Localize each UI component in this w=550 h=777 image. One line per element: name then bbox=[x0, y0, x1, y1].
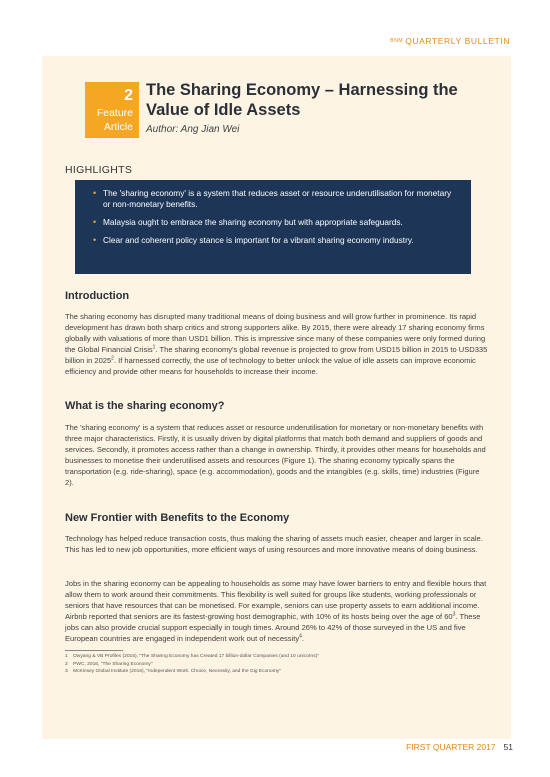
highlight-item bbox=[93, 188, 457, 210]
footnote-text: Owyang & VB Profiles (2015), "The Sharing Economy has Created 17 billion-dollar Companies (and 10 unicorns)" bbox=[73, 654, 319, 659]
highlights-list bbox=[93, 188, 457, 246]
footnotes bbox=[65, 653, 485, 676]
footnote-item bbox=[65, 668, 485, 676]
highlights-box bbox=[75, 180, 471, 274]
brand-label: BNM bbox=[390, 38, 404, 44]
intro-paragraph bbox=[65, 311, 489, 378]
what-paragraph: The 'sharing economy' is a system that reduces asset or resource underutilisation for monetary or non-monetary benefits with three major characteristics. Firstly, it is usually driven by digital platforms that match both demand and suppliers of goods and services. Secondly, it promotes access rather than a change in ownership. Thirdly, it provides other means for households and businesses to monetise their underutilised assets and resources (Figure 1). The sharing economy typically spans the transportation (e.g. ride-sharing), space (e.g. accommodation), goods and the intangibles (e.g. skills, time) industries (Figure 2). bbox=[65, 423, 486, 488]
footnote-ref: 3 bbox=[452, 611, 456, 618]
footnote-item bbox=[65, 661, 485, 669]
highlight-text: Clear and coherent policy stance is important for a vibrant sharing economy industry. bbox=[103, 235, 414, 245]
article-title: The Sharing Economy – Harnessing the Value of Idle Assets bbox=[146, 81, 458, 119]
intro-text-b: . The sharing economy's global revenue is projected to grow from USD15 billion in 2015 to USD335 billion in 2025 bbox=[65, 345, 488, 366]
page-footer bbox=[406, 742, 513, 752]
feature-number: 2 bbox=[124, 87, 133, 104]
frontier-text-b: . These jobs can also provide crucial support especially in tough times. Around 26% to 42% of those surveyed in the US and five European countries are engaged in independent work out of necessity bbox=[65, 612, 481, 644]
highlights-heading: HIGHLIGHTS bbox=[65, 164, 133, 176]
footnote-number: 2 bbox=[65, 661, 68, 667]
highlight-text: Malaysia ought to embrace the sharing economy but with appropriate safeguards. bbox=[103, 217, 403, 227]
feature-badge bbox=[85, 82, 139, 138]
intro-text-c: . If harnessed correctly, the use of technology to better unlock the value of idle assets can improve economic efficiency and provide other means for households to increase their income. bbox=[65, 356, 476, 377]
section-heading-what: What is the sharing economy? bbox=[65, 400, 225, 412]
bullet-icon: • bbox=[93, 188, 97, 198]
footnote-number: 3 bbox=[65, 669, 68, 675]
bullet-icon: • bbox=[93, 217, 97, 227]
highlight-item bbox=[93, 217, 457, 228]
highlight-text: The 'sharing economy' is a system that reduces asset or resource underutilisation for monetary or non-monetary benefits. bbox=[103, 188, 452, 209]
bulletin-header bbox=[390, 36, 510, 46]
footnote-item bbox=[65, 653, 485, 661]
footnote-divider bbox=[65, 650, 123, 651]
footnote-number: 1 bbox=[65, 654, 68, 659]
footnote-text: PWC, 2016, "The Sharing Economy" bbox=[73, 661, 153, 667]
footnote-ref: 2 bbox=[111, 355, 114, 362]
intro-text-a: The sharing economy has disrupted many traditional means of doing business and will grow further in prominence. Its rapid development has drawn both sharp critics and strong supporters alike. By 2015, there were already 17 sharing economy firms globally with valuations of more than USD1 billion. This is impressive since many of these companies were only formed during the Global Financial Crisis bbox=[65, 312, 486, 355]
footnote-ref: 4 bbox=[299, 633, 302, 640]
frontier-text-a: Jobs in the sharing economy can be appealing to households as some may have lower barriers to entry and flexible hours that allow them to work around their commitments. This flexibility is well suited for groups like students, working professionals or seniors that have resources that can be monetised. For example, seniors can use property assets to earn additional income. Airbnb reported that seniors are its fastest-growing host demographic, with 10% of its hosts being over the age of 60 bbox=[65, 579, 487, 622]
feature-label-line2: Article bbox=[103, 121, 133, 133]
footnote-text: McKinsey Global Institute (2016), "Independent Work: Choice, Necessity, and the Gig Economy" bbox=[73, 669, 281, 675]
frontier-paragraph-2 bbox=[65, 578, 489, 645]
frontier-text-c: . bbox=[301, 634, 305, 644]
feature-label-line1: Feature bbox=[96, 107, 133, 119]
page-number: 51 bbox=[503, 742, 513, 752]
footer-period: FIRST QUARTER 2017 bbox=[406, 742, 496, 752]
bullet-icon: • bbox=[93, 235, 97, 245]
section-heading-introduction: Introduction bbox=[65, 290, 130, 302]
bulletin-title: QUARTERLY BULLETIN bbox=[405, 36, 510, 46]
section-heading-frontier: New Frontier with Benefits to the Economy bbox=[65, 512, 290, 524]
highlight-item bbox=[93, 235, 457, 246]
footnote-ref: 1 bbox=[152, 344, 156, 351]
frontier-paragraph-1: Technology has helped reduce transaction costs, thus making the sharing of assets much easier, cheaper and larger in scale. This has led to new job opportunities, more efficient ways of using resources and more innovative means of doing business. bbox=[65, 534, 483, 555]
article-author: Author: Ang Jian Wei bbox=[146, 124, 240, 135]
